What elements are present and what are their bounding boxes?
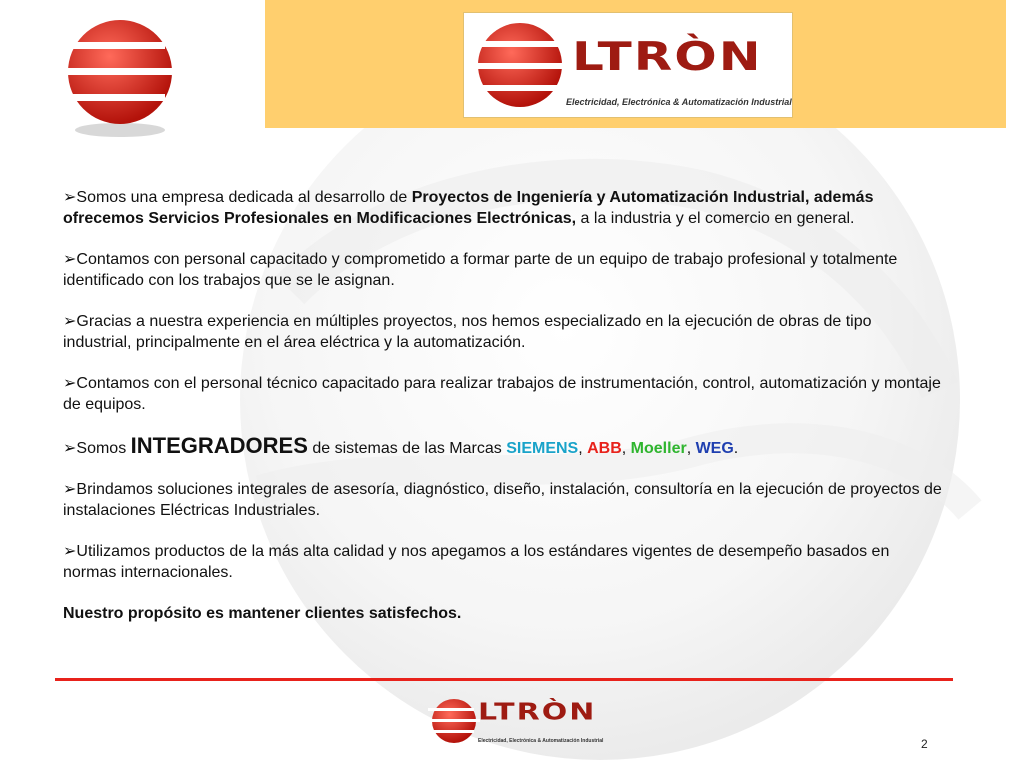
content-paragraph [63, 435, 943, 459]
paragraph-text-segment: Moeller [630, 440, 687, 457]
footer-divider [55, 678, 953, 681]
page-number: 2 [921, 737, 928, 751]
paragraph-text-segment: SIEMENS [506, 440, 579, 457]
main-content [63, 187, 943, 624]
footer-logo-tagline: Electricidad, Electrónica & Automatización Industrial [478, 738, 604, 744]
header-logo [463, 12, 793, 118]
paragraph-text-segment: Brindamos soluciones integrales de asesoría, diagnóstico, diseño, instalación, consultoría en la ejecución de proyectos de instalaciones Eléctricas Industriales. [63, 481, 942, 519]
paragraph-text-segment: , [686, 440, 696, 457]
paragraph-text-segment: Proyectos de Ingeniería y Automatización Industrial, además ofrecemos Servicios Profesionales en Modificaciones Electrónicas, [63, 189, 874, 227]
arrow-bullet-icon: ➢ [63, 440, 77, 457]
content-paragraph [63, 249, 943, 291]
paragraph-text-segment: a la industria y el comercio en general. [576, 210, 855, 227]
paragraph-text-segment: Contamos con el personal técnico capacitado para realizar trabajos de instrumentación, control, automatización y montaje de equipos. [63, 375, 941, 413]
logo-wordmark: LTRÒN [572, 34, 763, 80]
footer-logo-wordmark: LTRÒN [478, 698, 597, 726]
content-paragraph [63, 479, 943, 521]
paragraph-text-segment: Somos [76, 440, 131, 457]
paragraph-text-segment: Utilizamos productos de la más alta calidad y nos apegamos a los estándares vigentes de desempeño basados en normas internacionales. [63, 543, 890, 581]
footer-eltron-logo-icon [428, 695, 480, 747]
paragraph-text-segment: ABB [587, 440, 622, 457]
footer-logo [428, 693, 604, 751]
arrow-bullet-icon: ➢ [63, 481, 77, 498]
paragraph-text-segment: Gracias a nuestra experiencia en múltiples proyectos, nos hemos especializado en la ejecución de obras de tipo industrial, principalmente en el área eléctrica y la automatización. [63, 313, 872, 351]
paragraph-text-segment: de sistemas de las Marcas [307, 440, 507, 457]
paragraph-text-segment: Contamos con personal capacitado y comprometido a formar parte de un equipo de trabajo profesional y totalmente identificado con los trabajos que se le asignan. [63, 251, 898, 289]
logo-tagline: Electricidad, Electrónica & Automatización Industrial [566, 97, 792, 107]
content-paragraph [63, 311, 943, 353]
arrow-bullet-icon: ➢ [63, 313, 77, 330]
paragraph-text-segment: INTEGRADORES [130, 433, 308, 458]
paragraph-text-segment: , [578, 440, 588, 457]
eltron-logo-icon [472, 17, 572, 115]
arrow-bullet-icon: ➢ [63, 543, 77, 560]
paragraph-text-segment: WEG [695, 440, 734, 457]
arrow-bullet-icon: ➢ [63, 251, 77, 268]
paragraph-text-segment: Nuestro propósito es mantener clientes satisfechos. [63, 605, 462, 622]
arrow-bullet-icon: ➢ [63, 189, 77, 206]
corner-logo-icon [60, 10, 190, 140]
paragraph-text-segment: . [733, 440, 739, 457]
content-paragraph [63, 373, 943, 415]
arrow-bullet-icon: ➢ [63, 375, 77, 392]
paragraph-text-segment: Somos una empresa dedicada al desarrollo de [76, 189, 412, 206]
content-paragraph [63, 541, 943, 583]
paragraph-text-segment: , [621, 440, 631, 457]
content-paragraph [63, 603, 943, 624]
content-paragraph [63, 187, 943, 229]
